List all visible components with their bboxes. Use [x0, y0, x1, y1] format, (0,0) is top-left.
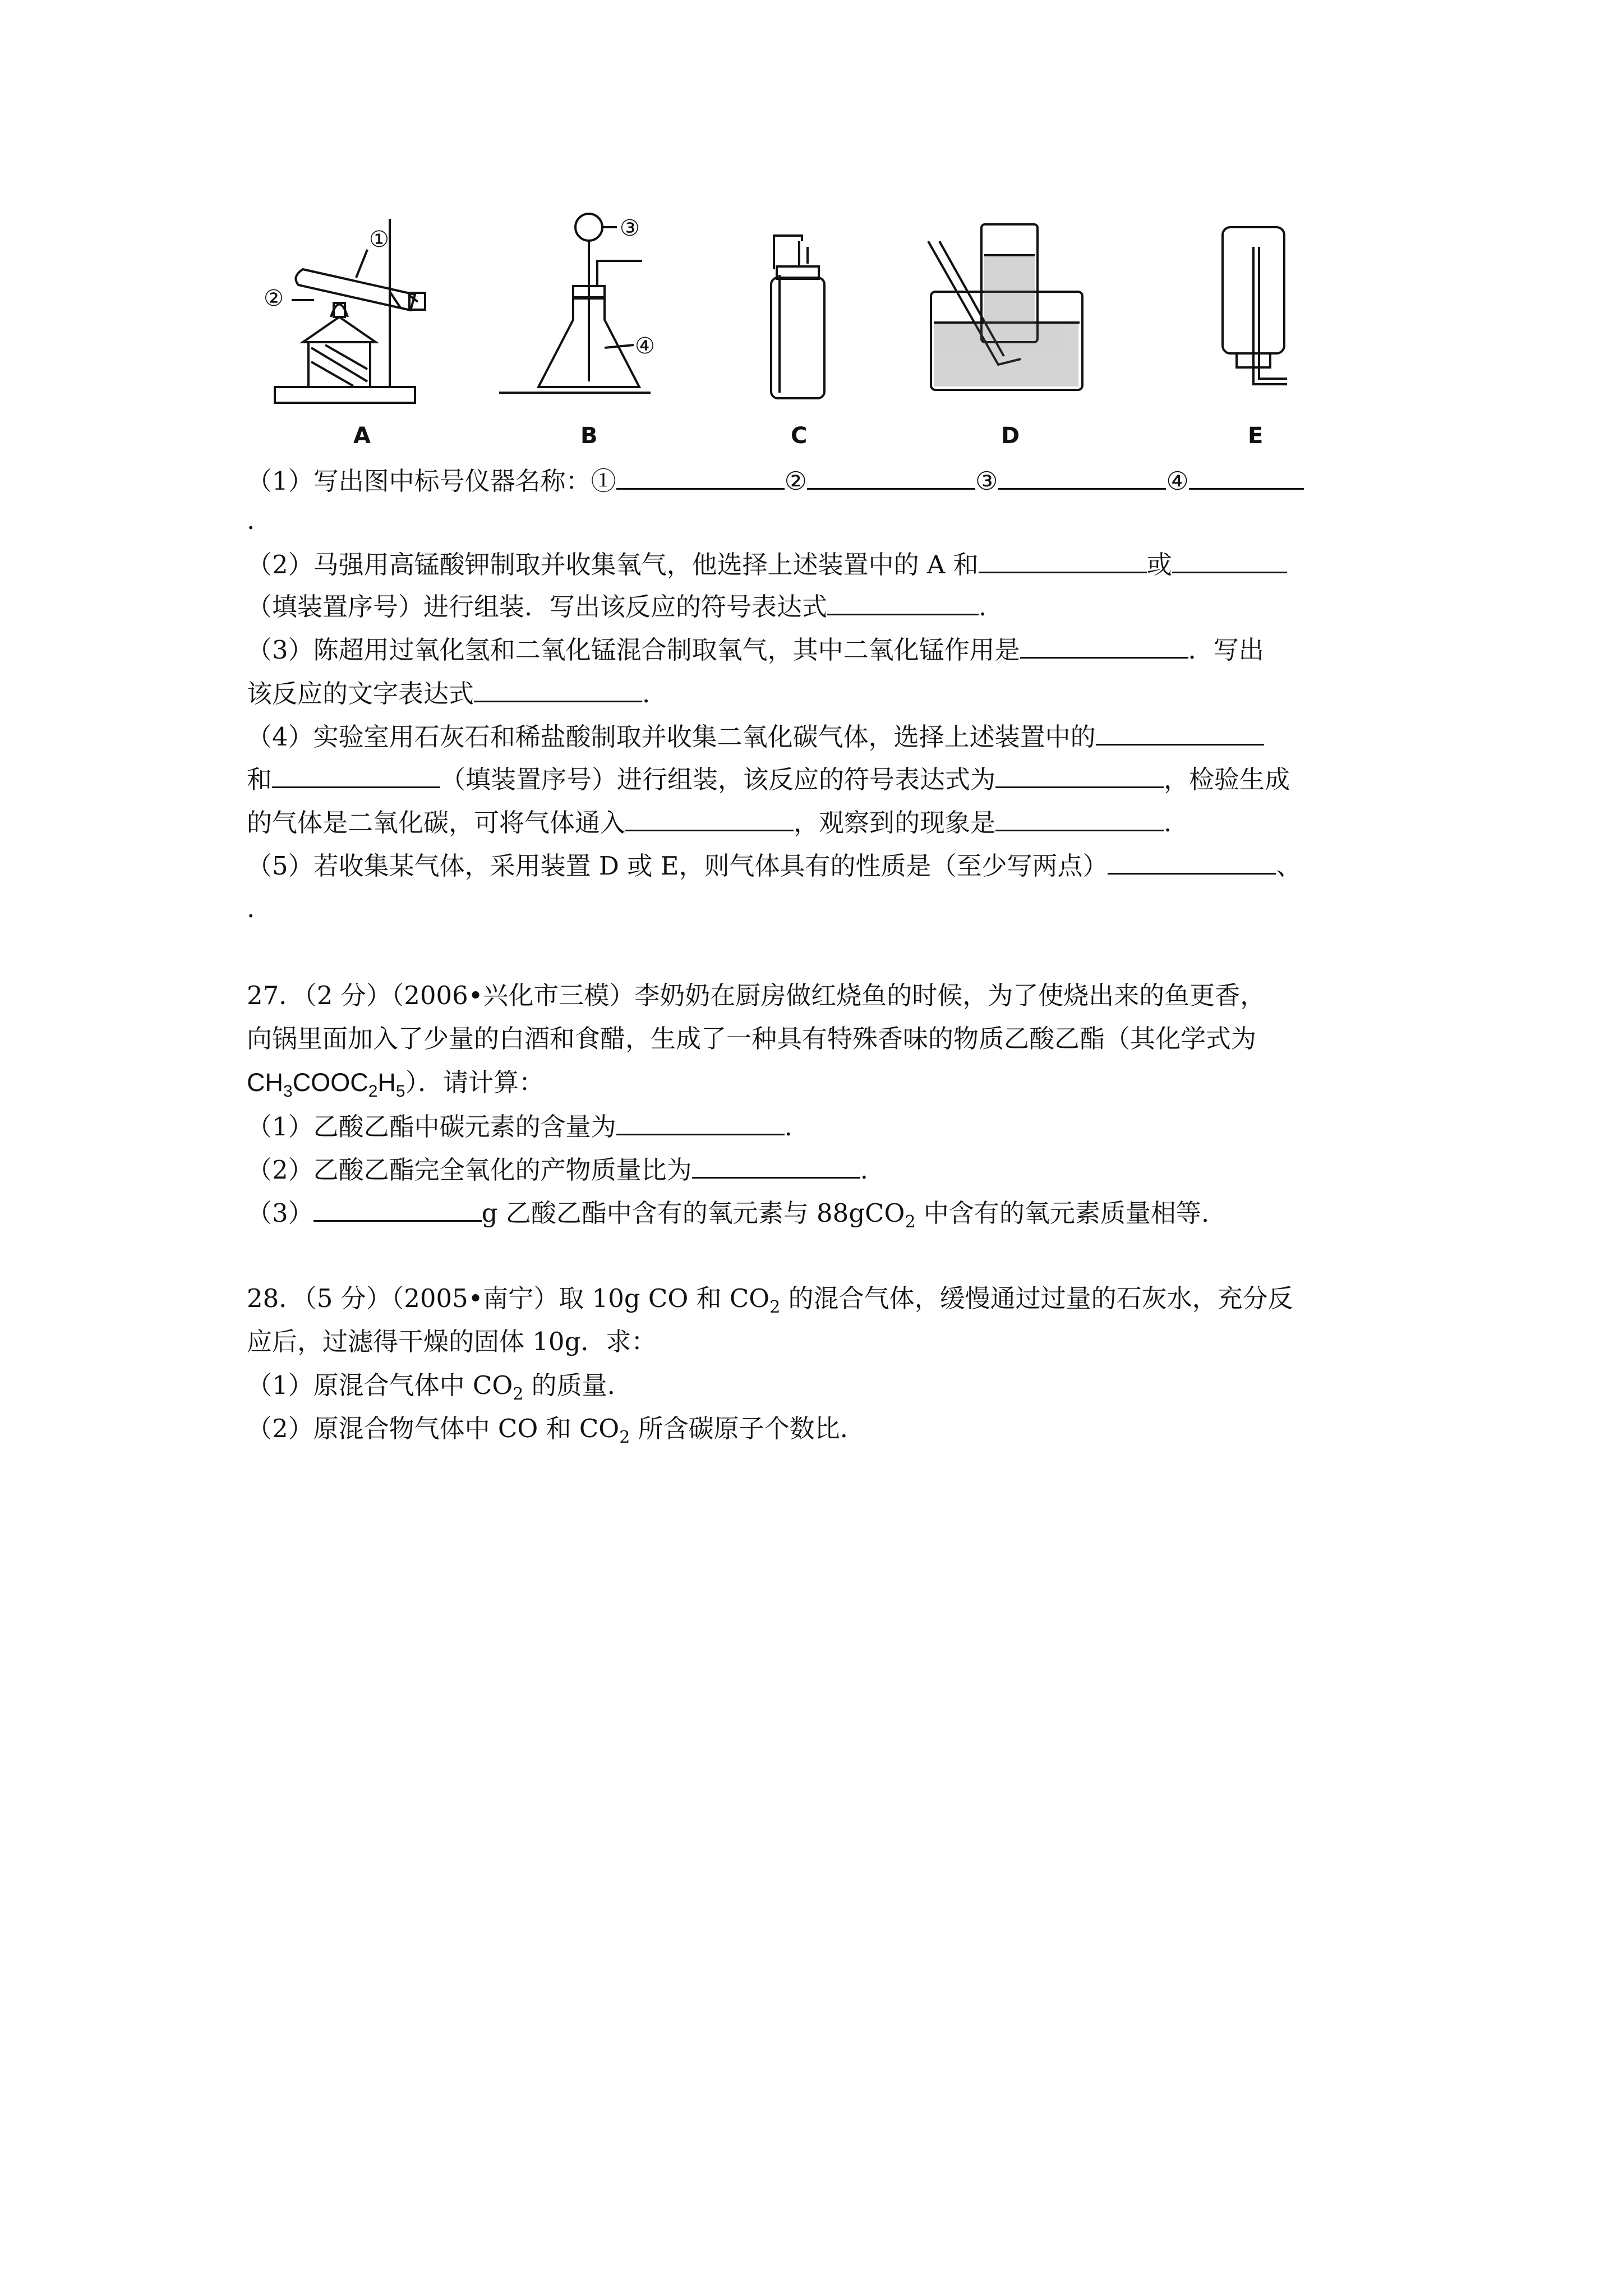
- label-e: E: [1248, 423, 1264, 449]
- q26-part3: （3）陈超用过氧化氢和二氧化锰混合制取氧气，其中二氧化锰作用是 ．写出: [247, 632, 1391, 667]
- label-b: B: [580, 423, 598, 449]
- q26-part5-end: .: [247, 894, 255, 923]
- q26-part2-cont: （填装置序号）进行组装．写出该反应的符号表达式 .: [247, 589, 1391, 624]
- q26-part3-cont: 该反应的文字表达式 .: [247, 676, 1391, 711]
- apparatus-a-drawing: [275, 219, 425, 403]
- mark-1: ①: [369, 227, 389, 252]
- answer-blank[interactable]: [616, 463, 785, 490]
- q26-part1: （1）写出图中标号仪器名称：① ② ③ ④: [247, 463, 1391, 498]
- answer-blank[interactable]: [313, 1195, 482, 1222]
- answer-blank[interactable]: [1020, 632, 1188, 659]
- chemical-formula: $CH_3COOC_2H_5$: [247, 1068, 405, 1101]
- q26-part4-cont2: 的气体是二氧化碳，可将气体通入 ，观察到的现象是 .: [247, 805, 1391, 840]
- answer-blank[interactable]: [995, 762, 1164, 788]
- q27-sub1: （1）乙酸乙酯中碳元素的含量为 .: [247, 1109, 1391, 1144]
- apparatus-c-drawing: [771, 236, 824, 398]
- mark-4: ④: [635, 333, 655, 359]
- mark-2: ②: [264, 286, 284, 311]
- q26-part1-end: .: [247, 505, 255, 535]
- q27-line2: 向锅里面加入了少量的白酒和食醋，生成了一种具有特殊香味的物质乙酸乙酯（其化学式为: [247, 1024, 1257, 1053]
- answer-blank[interactable]: [979, 547, 1147, 573]
- answer-blank[interactable]: [827, 589, 979, 615]
- answer-blank[interactable]: [1096, 719, 1264, 746]
- q26-part5: （5）若收集某气体，采用装置 D 或 E，则气体具有的性质是（至少写两点） 、: [247, 848, 1391, 883]
- answer-blank[interactable]: [272, 762, 440, 788]
- answer-blank[interactable]: [998, 463, 1166, 490]
- q28-sub1: （1）原混合气体中 $CO_2$ 的质量.: [247, 1370, 615, 1404]
- q28-sub2: （2）原混合物气体中 CO 和 $CO_2$ 所含碳原子个数比.: [247, 1414, 848, 1447]
- label-d: D: [1001, 423, 1020, 449]
- q26-part2: （2）马强用高锰酸钾制取并收集氧气，他选择上述装置中的 A 和 或: [247, 547, 1391, 582]
- answer-blank[interactable]: [625, 805, 794, 831]
- answer-blank[interactable]: [616, 1109, 785, 1135]
- q27-sub2: （2）乙酸乙酯完全氧化的产物质量比为 .: [247, 1152, 1391, 1187]
- mark-3: ③: [620, 215, 640, 241]
- q26-part4-cont: 和 （填装置序号）进行组装，该反应的符号表达式为 ，检验生成: [247, 762, 1391, 797]
- q27-formula-line: $CH_3COOC_2H_5$）．请计算：: [247, 1068, 545, 1101]
- q27-header: 27．（2 分）（2006•兴化市三模）李奶奶在厨房做红烧鱼的时候，为了使烧出来的鱼更香，: [247, 981, 1266, 1010]
- apparatus-e-drawing: [1223, 227, 1287, 384]
- answer-blank[interactable]: [474, 676, 642, 702]
- answer-blank[interactable]: [1172, 547, 1287, 573]
- apparatus-figure: [247, 202, 1402, 460]
- q27-sub3: （3） g 乙酸乙酯中含有的氧元素与 88gCO$_2$ 中含有的氧元素质量相等.: [247, 1195, 1391, 1230]
- answer-blank[interactable]: [807, 463, 975, 490]
- q28-header: 28．（5 分）（2005•南宁）取 10g CO 和 $CO_2$ 的混合气体，缓慢通过过量的石灰水，充分反: [247, 1283, 1293, 1317]
- q28-line2: 应后，过滤得干燥的固体 10g．求：: [247, 1327, 657, 1356]
- answer-blank[interactable]: [692, 1152, 860, 1179]
- answer-blank[interactable]: [1108, 848, 1276, 875]
- label-a: A: [353, 423, 371, 449]
- label-c: C: [791, 423, 808, 449]
- q26-part4: （4）实验室用石灰石和稀盐酸制取并收集二氧化碳气体，选择上述装置中的: [247, 719, 1391, 754]
- answer-blank[interactable]: [995, 805, 1164, 831]
- answer-blank[interactable]: [1189, 463, 1304, 490]
